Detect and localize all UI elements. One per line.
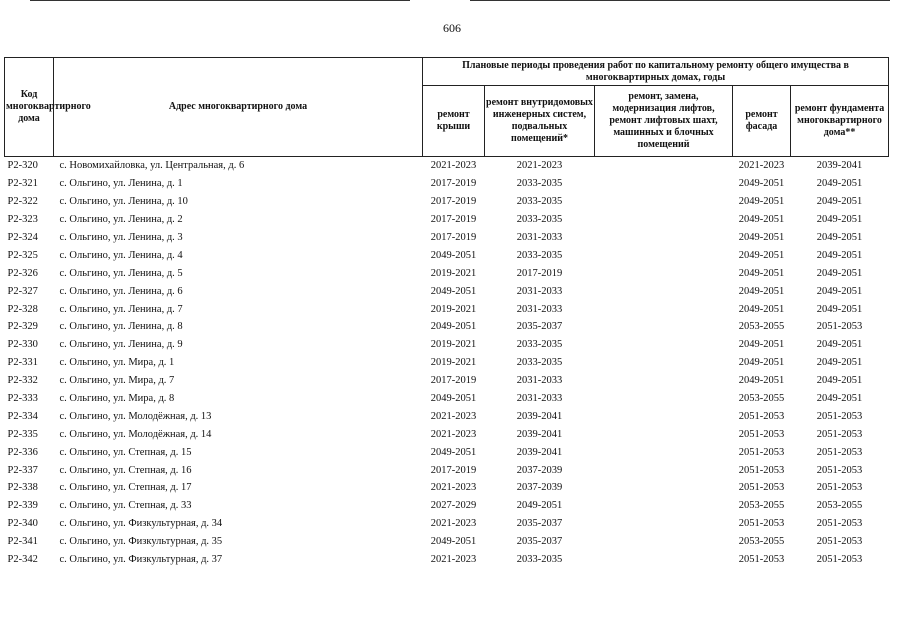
cell-code: P2-337 xyxy=(7,464,38,476)
cell-lifts xyxy=(595,193,733,211)
cell-lifts xyxy=(595,533,733,551)
cell-lifts xyxy=(595,282,733,300)
cell-facade: 2049-2051 xyxy=(738,232,785,243)
cell-facade: 2049-2051 xyxy=(738,285,785,297)
cell-roof: 2017-2019 xyxy=(430,464,477,476)
cell-lifts xyxy=(595,354,733,372)
cell-foundation: 2049-2051 xyxy=(816,285,863,297)
cell-facade: 2053-2055 xyxy=(738,393,785,405)
table-row xyxy=(5,318,889,336)
cell-roof: 2021-2023 xyxy=(430,428,477,440)
table-row xyxy=(5,246,889,264)
cell-foundation: 2049-2051 xyxy=(816,339,863,351)
cell-roof: 2017-2019 xyxy=(430,375,477,387)
cell-address: с. Ольгино, ул. Физкультурная, д. 37 xyxy=(59,554,223,566)
cell-lifts xyxy=(595,175,733,193)
cell-code: P2-340 xyxy=(7,518,38,530)
header-lifts: ремонт, замена, модернизация лифтов, ремонт лифтовых шахт, машинных и блочных помещений xyxy=(595,86,733,157)
cell-engineering: 2031-2033 xyxy=(516,393,563,405)
table-row xyxy=(5,515,889,533)
header-code: Код многоквартирного дома xyxy=(5,58,54,157)
cell-facade: 2021-2023 xyxy=(738,160,785,172)
cell-roof: 2017-2019 xyxy=(430,214,477,226)
table-row xyxy=(5,193,889,211)
cell-roof: 2021-2023 xyxy=(430,554,477,566)
cell-engineering: 2035-2037 xyxy=(516,536,563,548)
cell-engineering: 2033-2035 xyxy=(516,339,563,351)
table-row xyxy=(5,175,889,193)
cell-facade: 2053-2055 xyxy=(738,536,785,548)
table-row xyxy=(5,479,889,497)
table-row xyxy=(5,211,889,229)
cell-facade: 2051-2053 xyxy=(738,518,785,530)
cell-code: P2-320 xyxy=(7,160,38,172)
cell-foundation: 2049-2051 xyxy=(816,303,863,315)
cell-lifts xyxy=(595,300,733,318)
cell-foundation: 2039-2041 xyxy=(816,160,863,172)
cell-code: P2-330 xyxy=(7,339,38,351)
cell-facade: 2049-2051 xyxy=(738,303,785,315)
top-rule-left xyxy=(30,0,410,1)
cell-address: с. Ольгино, ул. Ленина, д. 3 xyxy=(59,232,183,243)
cell-lifts xyxy=(595,229,733,247)
cell-lifts xyxy=(595,246,733,264)
cell-engineering: 2031-2033 xyxy=(516,375,563,387)
cell-foundation: 2049-2051 xyxy=(816,375,863,387)
cell-address: с. Ольгино, ул. Ленина, д. 6 xyxy=(59,285,183,297)
cell-lifts xyxy=(595,390,733,408)
cell-roof: 2049-2051 xyxy=(430,249,477,261)
cell-lifts xyxy=(595,425,733,443)
table-row xyxy=(5,282,889,300)
cell-address: с. Ольгино, ул. Физкультурная, д. 34 xyxy=(59,518,223,530)
cell-code: P2-335 xyxy=(7,428,38,440)
table-row xyxy=(5,497,889,515)
cell-facade: 2051-2053 xyxy=(738,428,785,440)
cell-facade: 2053-2055 xyxy=(738,500,785,512)
cell-facade: 2051-2053 xyxy=(738,554,785,566)
cell-foundation: 2051-2053 xyxy=(816,464,863,476)
cell-address: с. Ольгино, ул. Ленина, д. 7 xyxy=(59,303,183,315)
table-row xyxy=(5,390,889,408)
cell-roof: 2049-2051 xyxy=(430,446,477,458)
header-address: Адрес многоквартирного дома xyxy=(54,58,423,157)
cell-foundation: 2051-2053 xyxy=(816,518,863,530)
cell-roof: 2019-2021 xyxy=(430,357,477,369)
cell-roof: 2021-2023 xyxy=(430,410,477,422)
cell-foundation: 2053-2055 xyxy=(816,500,863,512)
cell-engineering: 2021-2023 xyxy=(516,160,563,172)
cell-code: P2-336 xyxy=(7,446,38,458)
cell-address: с. Ольгино, ул. Степная, д. 17 xyxy=(59,482,192,494)
cell-engineering: 2033-2035 xyxy=(516,249,563,261)
cell-facade: 2049-2051 xyxy=(738,267,785,279)
cell-facade: 2049-2051 xyxy=(738,178,785,190)
cell-foundation: 2051-2053 xyxy=(816,554,863,566)
cell-foundation: 2049-2051 xyxy=(816,178,863,190)
cell-facade: 2049-2051 xyxy=(738,214,785,226)
cell-code: P2-328 xyxy=(7,303,38,315)
cell-foundation: 2051-2053 xyxy=(816,428,863,440)
cell-lifts xyxy=(595,318,733,336)
cell-code: P2-325 xyxy=(7,249,38,261)
top-rule-right xyxy=(470,0,890,1)
cell-engineering: 2037-2039 xyxy=(516,482,563,494)
cell-code: P2-324 xyxy=(7,232,38,243)
cell-roof: 2021-2023 xyxy=(430,482,477,494)
cell-facade: 2049-2051 xyxy=(738,196,785,208)
cell-address: с. Новомихайловка, ул. Центральная, д. 6 xyxy=(59,160,245,172)
cell-roof: 2049-2051 xyxy=(430,321,477,333)
cell-engineering: 2037-2039 xyxy=(516,464,563,476)
cell-code: P2-334 xyxy=(7,410,38,422)
cell-facade: 2051-2053 xyxy=(738,464,785,476)
table-row xyxy=(5,407,889,425)
cell-engineering: 2035-2037 xyxy=(516,321,563,333)
cell-address: с. Ольгино, ул. Ленина, д. 5 xyxy=(59,267,183,279)
cell-engineering: 2033-2035 xyxy=(516,554,563,566)
table-row xyxy=(5,229,889,247)
cell-roof: 2049-2051 xyxy=(430,536,477,548)
cell-address: с. Ольгино, ул. Мира, д. 1 xyxy=(59,357,175,369)
cell-facade: 2053-2055 xyxy=(738,321,785,333)
cell-code: P2-332 xyxy=(7,375,38,387)
cell-address: с. Ольгино, ул. Степная, д. 16 xyxy=(59,464,192,476)
cell-code: P2-327 xyxy=(7,285,38,297)
cell-roof: 2049-2051 xyxy=(430,393,477,405)
cell-foundation: 2049-2051 xyxy=(816,214,863,226)
cell-lifts xyxy=(595,551,733,569)
repair-schedule-table xyxy=(4,57,889,568)
header-foundation: ремонт фундамента многоквартирного дома** xyxy=(791,86,889,157)
cell-code: P2-331 xyxy=(7,357,38,369)
cell-engineering: 2017-2019 xyxy=(516,267,563,279)
table-row xyxy=(5,264,889,282)
page-number: 606 xyxy=(443,21,461,35)
cell-address: с. Ольгино, ул. Степная, д. 15 xyxy=(59,446,192,458)
table-row xyxy=(5,157,889,175)
cell-address: с. Ольгино, ул. Мира, д. 8 xyxy=(59,393,175,405)
cell-foundation: 2051-2053 xyxy=(816,446,863,458)
cell-code: P2-333 xyxy=(7,393,38,405)
cell-address: с. Ольгино, ул. Ленина, д. 4 xyxy=(59,249,183,261)
cell-engineering: 2033-2035 xyxy=(516,357,563,369)
cell-roof: 2017-2019 xyxy=(430,232,477,243)
cell-address: с. Ольгино, ул. Ленина, д. 9 xyxy=(59,339,183,351)
cell-engineering: 2031-2033 xyxy=(516,232,563,243)
cell-engineering: 2039-2041 xyxy=(516,428,563,440)
cell-code: P2-342 xyxy=(7,554,38,566)
cell-roof: 2021-2023 xyxy=(430,518,477,530)
cell-address: с. Ольгино, ул. Ленина, д. 2 xyxy=(59,214,183,226)
cell-engineering: 2031-2033 xyxy=(516,285,563,297)
cell-code: P2-338 xyxy=(7,482,38,494)
cell-foundation: 2049-2051 xyxy=(816,249,863,261)
cell-roof: 2017-2019 xyxy=(430,178,477,190)
cell-lifts xyxy=(595,497,733,515)
cell-lifts xyxy=(595,443,733,461)
cell-lifts xyxy=(595,372,733,390)
cell-engineering: 2039-2041 xyxy=(516,410,563,422)
cell-code: P2-329 xyxy=(7,321,38,333)
cell-engineering: 2031-2033 xyxy=(516,303,563,315)
cell-roof: 2021-2023 xyxy=(430,160,477,172)
table-row xyxy=(5,533,889,551)
header-facade: ремонт фасада xyxy=(733,86,791,157)
cell-roof: 2019-2021 xyxy=(430,267,477,279)
table-row xyxy=(5,461,889,479)
cell-foundation: 2049-2051 xyxy=(816,232,863,243)
cell-facade: 2049-2051 xyxy=(738,357,785,369)
cell-engineering: 2033-2035 xyxy=(516,178,563,190)
cell-engineering: 2049-2051 xyxy=(516,500,563,512)
cell-address: с. Ольгино, ул. Мира, д. 7 xyxy=(59,375,175,387)
cell-engineering: 2033-2035 xyxy=(516,214,563,226)
cell-foundation: 2049-2051 xyxy=(816,196,863,208)
cell-address: с. Ольгино, ул. Физкультурная, д. 35 xyxy=(59,536,223,548)
cell-foundation: 2049-2051 xyxy=(816,393,863,405)
cell-roof: 2019-2021 xyxy=(430,303,477,315)
header-engineering: ремонт внутридомовых инженерных систем, подвальных помещений* xyxy=(485,86,595,157)
header-group: Плановые периоды проведения работ по капитальному ремонту общего имущества в многоквартирных домах, годы xyxy=(423,58,889,86)
cell-engineering: 2033-2035 xyxy=(516,196,563,208)
cell-address: с. Ольгино, ул. Степная, д. 33 xyxy=(59,500,192,512)
cell-foundation: 2049-2051 xyxy=(816,357,863,369)
cell-code: P2-339 xyxy=(7,500,38,512)
cell-code: P2-341 xyxy=(7,536,38,548)
table-row xyxy=(5,300,889,318)
table-row xyxy=(5,336,889,354)
cell-facade: 2051-2053 xyxy=(738,482,785,494)
cell-lifts xyxy=(595,461,733,479)
cell-address: с. Ольгино, ул. Молодёжная, д. 13 xyxy=(59,410,212,422)
cell-foundation: 2049-2051 xyxy=(816,267,863,279)
cell-engineering: 2039-2041 xyxy=(516,446,563,458)
cell-facade: 2049-2051 xyxy=(738,249,785,261)
header-roof: ремонт крыши xyxy=(423,86,485,157)
cell-foundation: 2051-2053 xyxy=(816,482,863,494)
cell-foundation: 2051-2053 xyxy=(816,321,863,333)
cell-code: P2-321 xyxy=(7,178,38,190)
cell-facade: 2051-2053 xyxy=(738,446,785,458)
cell-roof: 2049-2051 xyxy=(430,285,477,297)
cell-address: с. Ольгино, ул. Ленина, д. 10 xyxy=(59,196,188,208)
cell-engineering: 2035-2037 xyxy=(516,518,563,530)
table-row xyxy=(5,443,889,461)
cell-address: с. Ольгино, ул. Молодёжная, д. 14 xyxy=(59,428,212,440)
cell-code: P2-322 xyxy=(7,196,38,208)
table-row xyxy=(5,425,889,443)
cell-lifts xyxy=(595,407,733,425)
cell-facade: 2049-2051 xyxy=(738,339,785,351)
cell-facade: 2049-2051 xyxy=(738,375,785,387)
cell-lifts xyxy=(595,264,733,282)
cell-address: с. Ольгино, ул. Ленина, д. 8 xyxy=(59,321,183,333)
cell-roof: 2017-2019 xyxy=(430,196,477,208)
table-row xyxy=(5,372,889,390)
cell-foundation: 2051-2053 xyxy=(816,536,863,548)
cell-lifts xyxy=(595,479,733,497)
cell-address: с. Ольгино, ул. Ленина, д. 1 xyxy=(59,178,183,190)
table-row xyxy=(5,354,889,372)
cell-foundation: 2051-2053 xyxy=(816,410,863,422)
cell-roof: 2019-2021 xyxy=(430,339,477,351)
cell-code: P2-323 xyxy=(7,214,38,226)
cell-lifts xyxy=(595,157,733,175)
cell-lifts xyxy=(595,336,733,354)
cell-lifts xyxy=(595,515,733,533)
cell-lifts xyxy=(595,211,733,229)
table-row xyxy=(5,551,889,569)
table-body xyxy=(5,157,889,569)
cell-code: P2-326 xyxy=(7,267,38,279)
cell-roof: 2027-2029 xyxy=(430,500,477,512)
cell-facade: 2051-2053 xyxy=(738,410,785,422)
